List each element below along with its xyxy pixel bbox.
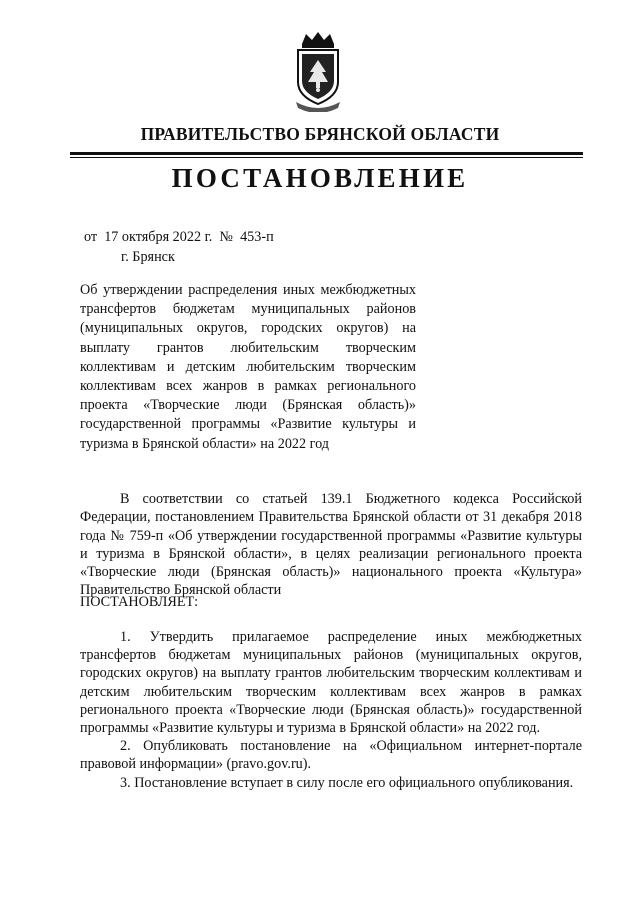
decree-items: [80, 628, 582, 792]
header-rule-thin: [70, 157, 583, 158]
decree-item-3: 3. Постановление вступает в силу после его официального опубликования.: [120, 774, 574, 791]
decree-item-2: 2. Опубликовать постановление на «Официальном интернет-портале правовой информации» (pravo.gov.ru).: [80, 738, 582, 773]
document-type-heading: ПОСТАНОВЛЕНИЕ: [171, 163, 469, 193]
decree-item-1: 1. Утвердить прилагаемое распределение иных межбюджетных трансфертов бюджетам муниципальных районов (муниципальных округов, городских округов) на выплату грантов любительским творческим коллективам и детским любительским творческим коллективам всех жанров в рамках регионального проекта «Творческие люди (Брянская область)» государственной программы «Развитие культуры и туризма в Брянской области» на 2022 год.: [80, 629, 582, 737]
decree-resolves: ПОСТАНОВЛЯЕТ:: [80, 594, 199, 610]
coat-of-arms-icon: [292, 30, 344, 112]
government-title: ПРАВИТЕЛЬСТВО БРЯНСКОЙ ОБЛАСТИ: [140, 124, 500, 144]
decree-date-number: от 17 октября 2022 г. № 453-п: [84, 229, 274, 245]
decree-city: г. Брянск: [121, 249, 175, 265]
decree-preamble: В соответствии со статьей 139.1 Бюджетного кодекса Российской Федерации, постановлением Правительства Брянской области от 31 декабря 2018 года № 759-п «Об утверждении государственной программы «Развитие культуры и туризма в Брянской области», в целях реализации регионального проекта «Творческие люди (Брянская область)» национального проекта «Культура» Правительство Брянской области: [80, 491, 582, 599]
decree-subject: Об утверждении распределения иных межбюджетных трансфертов бюджетам муниципальных районов (муниципальных округов, городских округов) на выплату грантов любительским творческим коллективам и детским любительским творческим коллективам всех жанров в рамках регионального проекта «Творческие люди (Брянская область)» государственной программы «Развитие культуры и туризма в Брянской области» на 2022 год: [80, 282, 416, 452]
header-rule-thick: [70, 152, 583, 155]
